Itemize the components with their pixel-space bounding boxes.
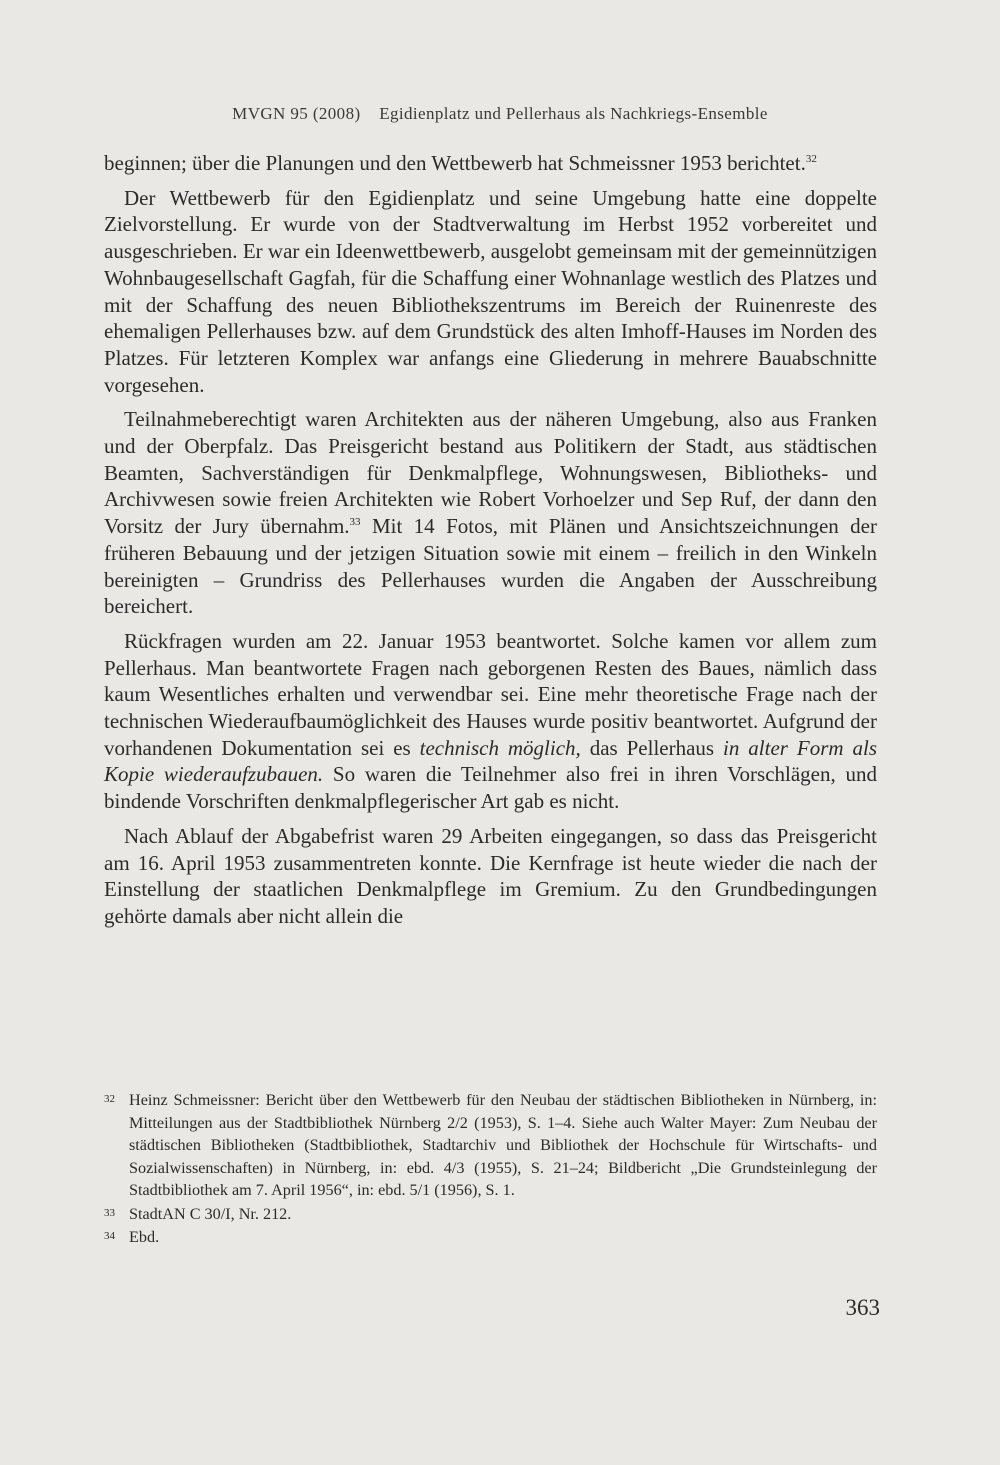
footnote-text: StadtAN C 30/I, Nr. 212.	[129, 1204, 292, 1223]
paragraph-text: Nach Ablauf der Abgabefrist waren 29 Arbeiten eingegangen, so dass das Preisgericht am 16. April 1953 zusammentreten konnte. Die Kernfrage ist heute wieder die nach der Einstellung der staatlichen Denkmalpflege im Gremium. Zu den Grundbedingungen gehörte damals aber nicht allein die	[104, 823, 877, 928]
article-title: Egidienplatz und Pellerhaus als Nachkriegs-Ensemble	[379, 104, 768, 123]
footnote-number: 34	[104, 1230, 115, 1242]
running-header	[0, 104, 1000, 124]
journal-reference: MVGN 95 (2008)	[232, 104, 361, 123]
paragraph-text: So waren die Teilnehmer also frei in ihren Vorschlägen, und bindende Vorschriften denkmalpflegerischer Art gab es nicht.	[104, 762, 877, 814]
paragraph-2	[104, 185, 877, 399]
paragraph-1	[104, 150, 877, 177]
footnote-number: 32	[104, 1093, 115, 1105]
paragraph-3	[104, 406, 877, 620]
footnote-ref-33: 33	[349, 516, 361, 529]
paragraph-text: Mit 14 Fotos, mit Plänen und Ansichtszeichnungen der früheren Bebauung und der jetzigen Situation sowie mit einem – freilich in den Winkeln bereinigten – Grundriss des Pellerhauses wurden die Angaben der Ausschreibung bereichert.	[104, 514, 877, 619]
page-number: 363	[845, 1295, 880, 1320]
footnote-number: 33	[104, 1206, 115, 1219]
paragraph-4	[104, 628, 877, 815]
paragraph-text: Teilnahmeberechtigt waren Architekten aus der näheren Umgebung, also aus Franken und der Oberpfalz. Das Preisgericht bestand aus Politikern der Stadt, aus städtischen Beamten, Sachverständigen für Denkmalpflege, Wohnungswesen, Bibliotheks- und Archivwesen sowie freien Architekten wie Robert Vorhoelzer und Sep Ruf, der dann den Vorsitz der Jury übernahm.	[104, 407, 877, 539]
italic-phrase: technisch möglich,	[419, 735, 581, 760]
footnote-33	[104, 1203, 877, 1226]
paragraph-5	[104, 823, 877, 930]
footnotes	[104, 1089, 877, 1250]
paragraph-text: Rückfragen wurden am 22. Januar 1953 beantwortet. Solche kamen vor allem zum Pellerhaus. Man beantwortete Fragen nach geborgenen Resten des Baues, nämlich dass kaum Wesentliches erhalten und verwendbar sei. Eine mehr theoretische Frage nach der technischen Wiederaufbaumöglichkeit des Hauses wurde positiv beantwortet. Aufgrund der vorhandenen Dokumentation sei es	[104, 628, 877, 760]
footnote-34	[104, 1226, 877, 1249]
italic-phrase: in alter Form als Kopie wiederaufzubauen.	[104, 735, 877, 787]
body-text	[104, 150, 877, 938]
paragraph-text: beginnen; über die Planungen und den Wettbewerb hat Schmeissner 1953 berichtet.	[104, 151, 806, 175]
footnote-text: Heinz Schmeissner: Bericht über den Wettbewerb für den Neubau der städtischen Bibliotheken in Nürnberg, in: Mitteilungen aus der Stadtbibliothek Nürnberg 2/2 (1953), S. 1–4. Siehe auch Walter Mayer: Zum Neubau der städtischen Bibliotheken (Stadtbibliothek, Stadtarchiv und Bibliothek der Hochschule für Wirtschafts- und Sozialwissenschaften) in Nürnberg, in: ebd. 4/3 (1955), S. 21–24; Bildbericht „Die Grundsteinlegung der Stadtbibliothek am 7. April 1956“, in: ebd. 5/1 (1956), S. 1.	[129, 1091, 877, 1199]
footnote-32	[104, 1089, 877, 1202]
footnote-text: Ebd.	[129, 1228, 160, 1246]
paragraph-text: das Pellerhaus	[580, 735, 724, 760]
footnote-ref-32: 32	[805, 153, 817, 165]
paragraph-text: Der Wettbewerb für den Egidienplatz und seine Umgebung hatte eine doppelte Zielvorstellung. Er wurde von der Stadtverwaltung im Herbst 1952 vorbereitet und ausgeschrieben. Er war ein Ideenwettbewerb, ausgelobt gemeinsam mit der gemeinnützigen Wohnbaugesellschaft Gagfah, für die Schaffung einer Wohnanlage westlich des Platzes und mit der Schaffung des neuen Bibliothekszentrums im Bereich der Ruinenreste des ehemaligen Pellerhauses bzw. auf dem Grundstück des alten Imhoff-Hauses im Norden des Platzes. Für letzteren Komplex war anfangs eine Gliederung in mehrere Bauabschnitte vorgesehen.	[104, 185, 877, 397]
